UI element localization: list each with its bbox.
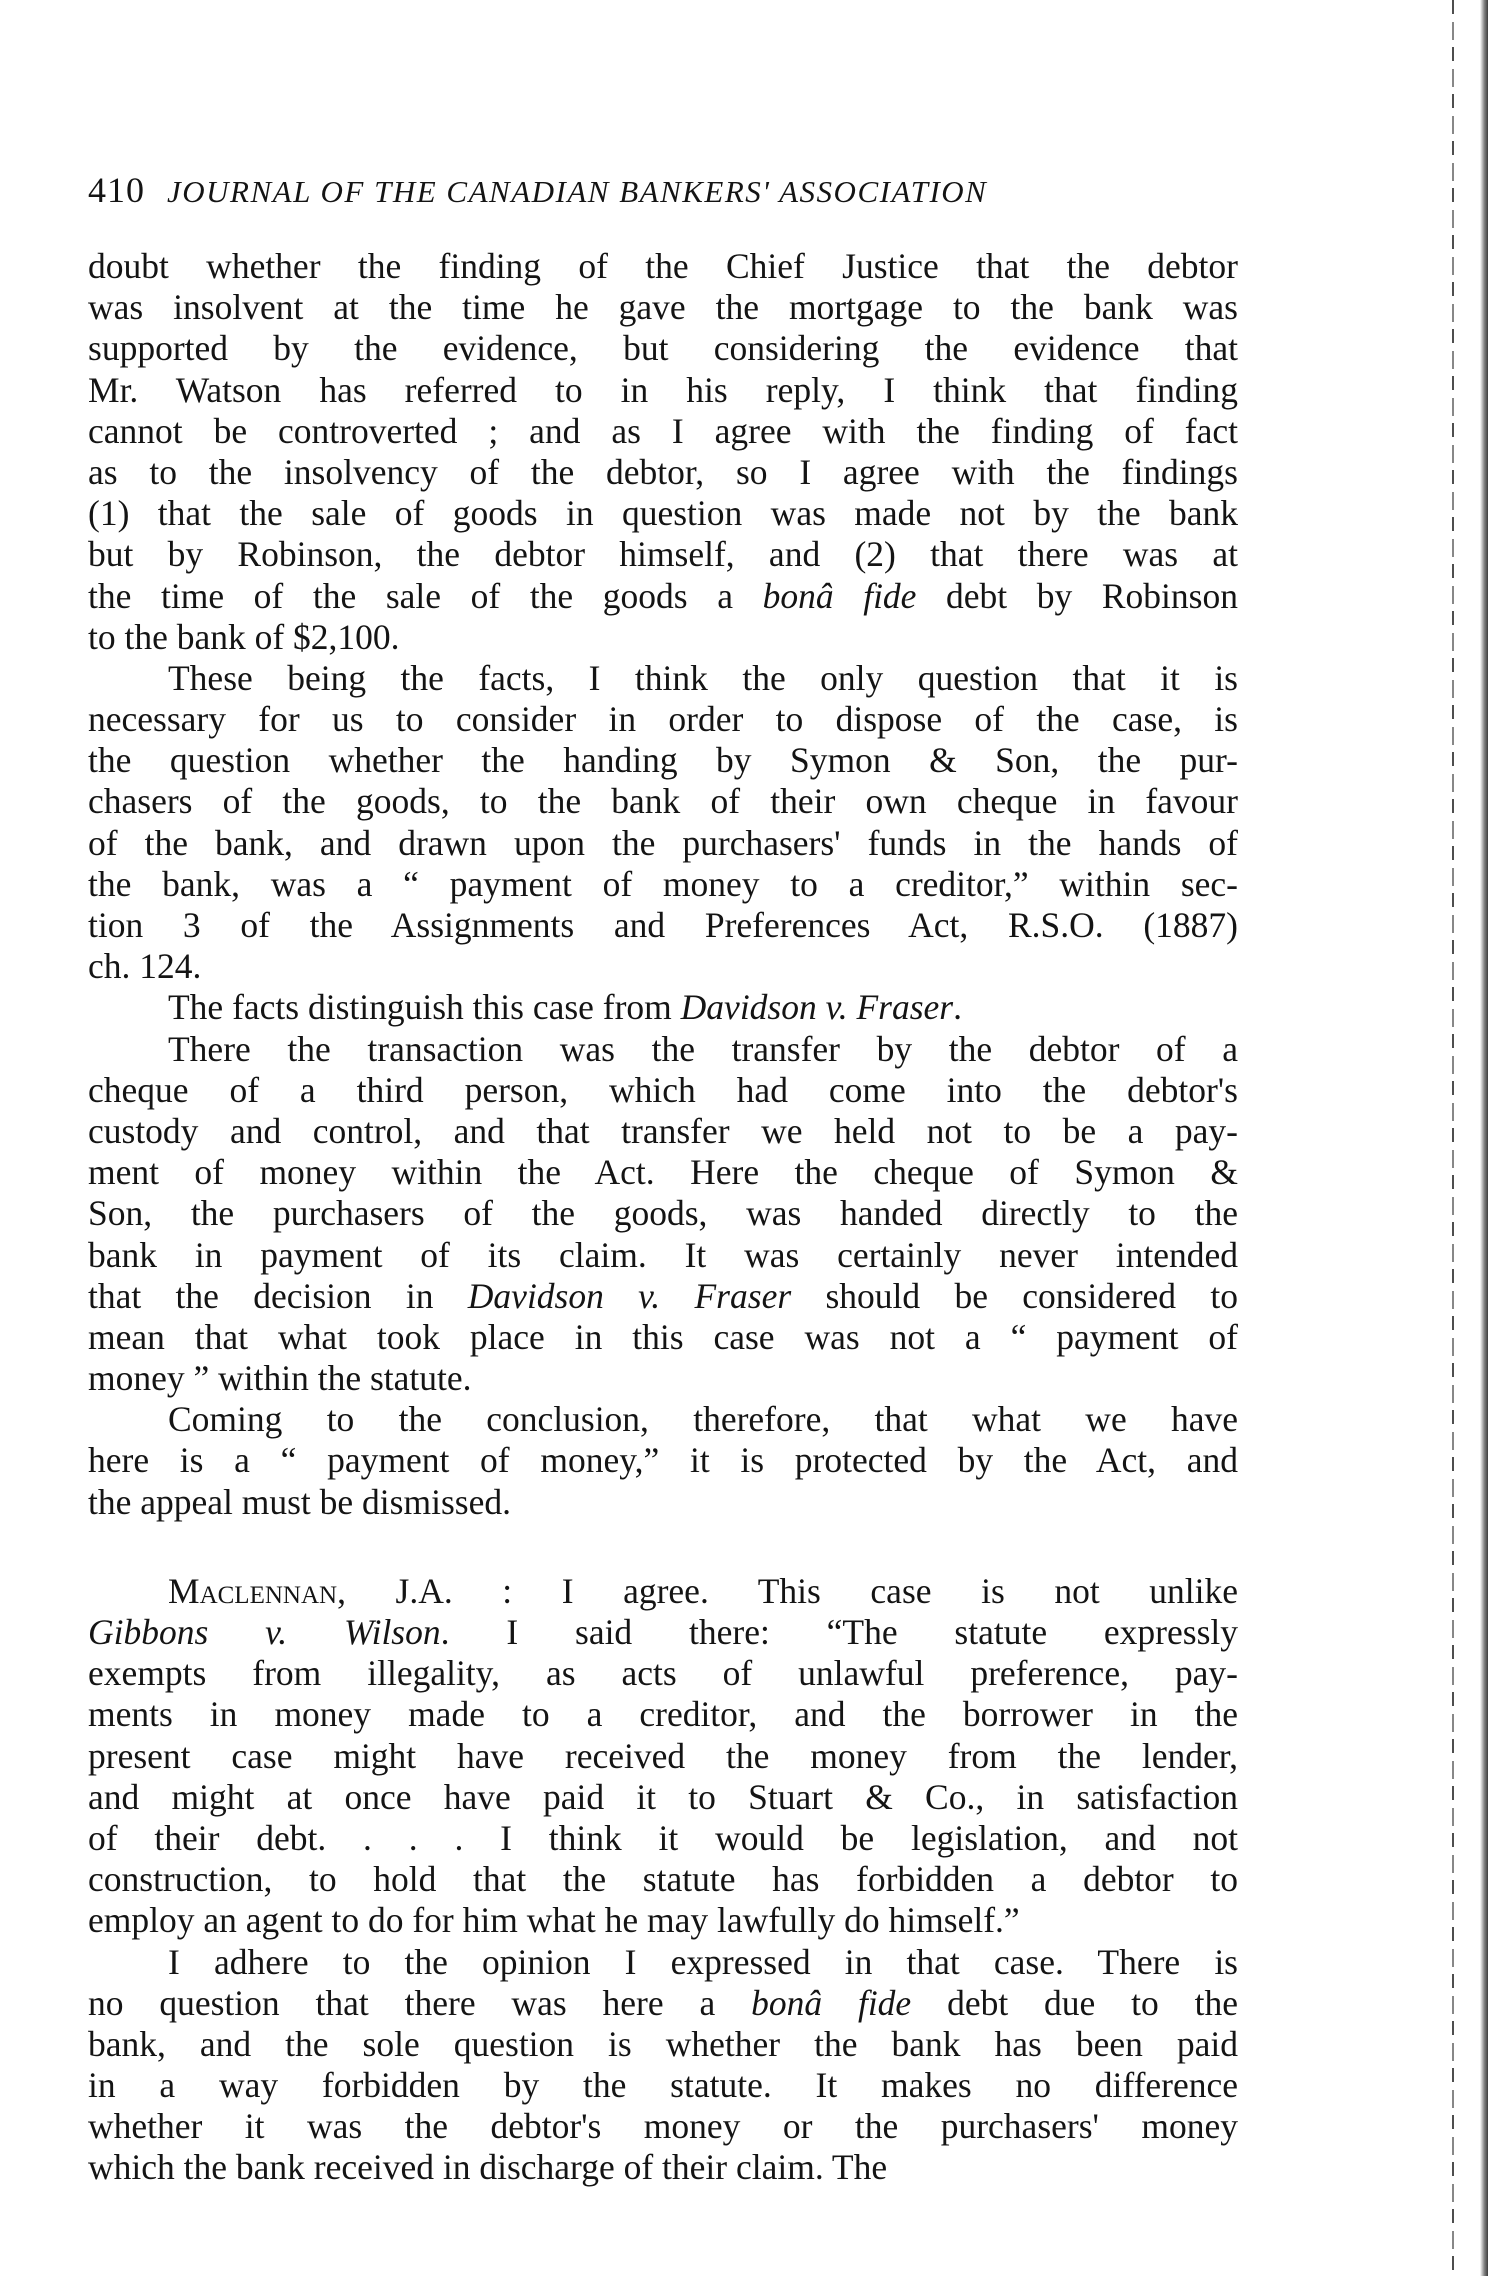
text-run: cheque of a third person, which had come into the debtor's [88,1069,1238,1110]
text-run: as to the insolvency of the debtor, so I agree with the findings [88,451,1238,492]
text-run: and might at once have paid it to Stuart & Co., in satisfaction [88,1776,1238,1817]
text-line [88,1440,1238,1481]
italic-citation: bonâ fide [751,1982,912,2023]
text-run: no question that there was here a [88,1982,752,2023]
text-line [88,411,1238,452]
text-run: cannot be controverted ; and as I agree with the finding of fact [88,410,1238,451]
text-line [88,699,1238,740]
text-run: Coming to the conclusion, therefore, that what we have [168,1399,1238,1440]
text-run: bank in payment of its claim. It was certainly never intended [88,1234,1238,1275]
text-run: debt by Robinson [916,575,1238,616]
text-run: bank, and the sole question is whether the bank has been paid [88,2023,1238,2064]
text-line [88,287,1238,328]
text-run: exempts from illegality, as acts of unlawful preference, pay- [88,1653,1238,1694]
italic-citation: bonâ fide [762,575,917,616]
text-line [88,740,1238,781]
text-line [88,823,1238,864]
text-run: necessary for us to consider in order to dispose of the case, is [88,699,1238,740]
text-run: which the bank received in discharge of their claim. The [88,2147,888,2188]
text-line [88,1694,1238,1735]
text-line [88,534,1238,575]
text-run: These being the facts, I think the only question that it is [168,657,1238,698]
italic-citation: Gibbons v. Wilson [88,1612,441,1652]
page-edge-shadow [1480,0,1488,2276]
text-run: money ” within the statute. [88,1358,472,1399]
body-text [88,246,1238,2189]
italic-citation: Davidson v. Fraser [680,987,954,1028]
text-line [88,1777,1238,1818]
text-line [88,864,1238,905]
text-run: in a way forbidden by the statute. It makes no difference [88,2065,1238,2106]
text-line [88,1942,1238,1983]
text-line [88,2106,1238,2147]
text-line [88,1482,1238,1523]
text-line [88,2065,1238,2106]
text-run: the time of the sale of the goods a [88,575,763,616]
text-line [88,1317,1238,1358]
text-run: construction, to hold that the statute has forbidden a debtor to [88,1859,1238,1900]
text-run: was insolvent at the time he gave the mortgage to the bank was [88,287,1238,328]
text-line [88,1358,1238,1399]
text-line [88,452,1238,493]
text-run: . [953,987,963,1028]
paragraph-gap [88,1523,1238,1571]
text-line [88,1152,1238,1193]
text-run: here is a “ payment of money,” it is protected by the Act, and [88,1440,1238,1481]
text-run: The facts distinguish this case from [168,987,681,1028]
text-run: doubt whether the finding of the Chief Justice that the debtor [88,246,1238,286]
text-line [88,1235,1238,1276]
text-run: the appeal must be dismissed. [88,1481,511,1522]
text-run: ch. 124. [88,946,202,987]
text-line [88,1983,1238,2024]
text-run: the question whether the handing by Symon & Son, the pur- [88,740,1238,781]
text-run: ments in money made to a creditor, and the borrower in the [88,1694,1238,1735]
text-line [88,905,1238,946]
text-run: Mr. Watson has referred to in his reply, I think that finding [88,369,1238,410]
text-line [88,1571,1238,1612]
text-line [88,987,1238,1028]
text-run: but by Robinson, the debtor himself, and (2) that there was at [88,534,1238,575]
text-run: present case might have received the money from the lender, [88,1735,1238,1776]
text-run: debt due to the [911,1982,1239,2023]
text-line [88,1276,1238,1317]
text-line [88,658,1238,699]
text-line [88,1399,1238,1440]
italic-citation: Davidson v. Fraser [467,1275,792,1316]
text-line [88,1111,1238,1152]
text-line [88,1736,1238,1777]
text-run: of their debt. . . . I think it would be legislation, and not [88,1817,1238,1858]
journal-title: JOURNAL OF THE CANADIAN BANKERS' ASSOCIATION [167,174,988,209]
text-line [88,1029,1238,1070]
text-line [88,781,1238,822]
text-run: employ an agent to do for him what he may lawfully do himself.” [88,1900,1020,1941]
running-header [88,170,1248,212]
text-line [88,1070,1238,1111]
text-run: Son, the purchasers of the goods, was handed directly to the [88,1193,1238,1234]
text-line [88,2024,1238,2065]
judge-name: Maclennan [168,1570,338,1611]
text-line [88,1859,1238,1900]
text-run: There the transaction was the transfer by the debtor of a [168,1028,1238,1069]
text-run: ment of money within the Act. Here the cheque of Symon & [88,1152,1238,1193]
text-line [88,1653,1238,1694]
text-run: (1) that the sale of goods in question was made not by the bank [88,493,1238,534]
text-run: , J.A. : I agree. This case is not unlike [337,1570,1238,1611]
text-run: whether it was the debtor's money or the purchasers' money [88,2106,1238,2147]
text-run: I adhere to the opinion I expressed in that case. There is [168,1941,1238,1982]
text-line [88,1612,1238,1653]
text-run: supported by the evidence, but considering the evidence that [88,328,1238,369]
text-run: chasers of the goods, to the bank of their own cheque in favour [88,781,1238,822]
text-run: tion 3 of the Assignments and Preferences Act, R.S.O. (1887) [88,905,1238,945]
text-run: of the bank, and drawn upon the purchasers' funds in the hands of [88,822,1238,863]
text-line [88,576,1238,617]
text-line [88,946,1238,987]
text-line [88,328,1238,369]
text-run: the bank, was a “ payment of money to a creditor,” within sec- [88,863,1238,904]
text-line [88,1193,1238,1234]
text-run: . I said there: “The statute expressly [440,1612,1239,1652]
text-line [88,246,1238,287]
text-run: that the decision in [88,1275,468,1316]
binding-edge-artifact [1452,0,1454,2276]
text-line [88,493,1238,534]
text-run: should be considered to [791,1275,1238,1316]
text-run: mean that what took place in this case was not a “ payment of [88,1316,1238,1357]
text-line [88,1900,1238,1941]
page-number: 410 [88,170,145,210]
text-line [88,2147,1238,2188]
text-line [88,370,1238,411]
text-line [88,1818,1238,1859]
text-line [88,617,1238,658]
text-run: custody and control, and that transfer we held not to be a pay- [88,1110,1238,1151]
text-run: to the bank of $2,100. [88,616,400,657]
